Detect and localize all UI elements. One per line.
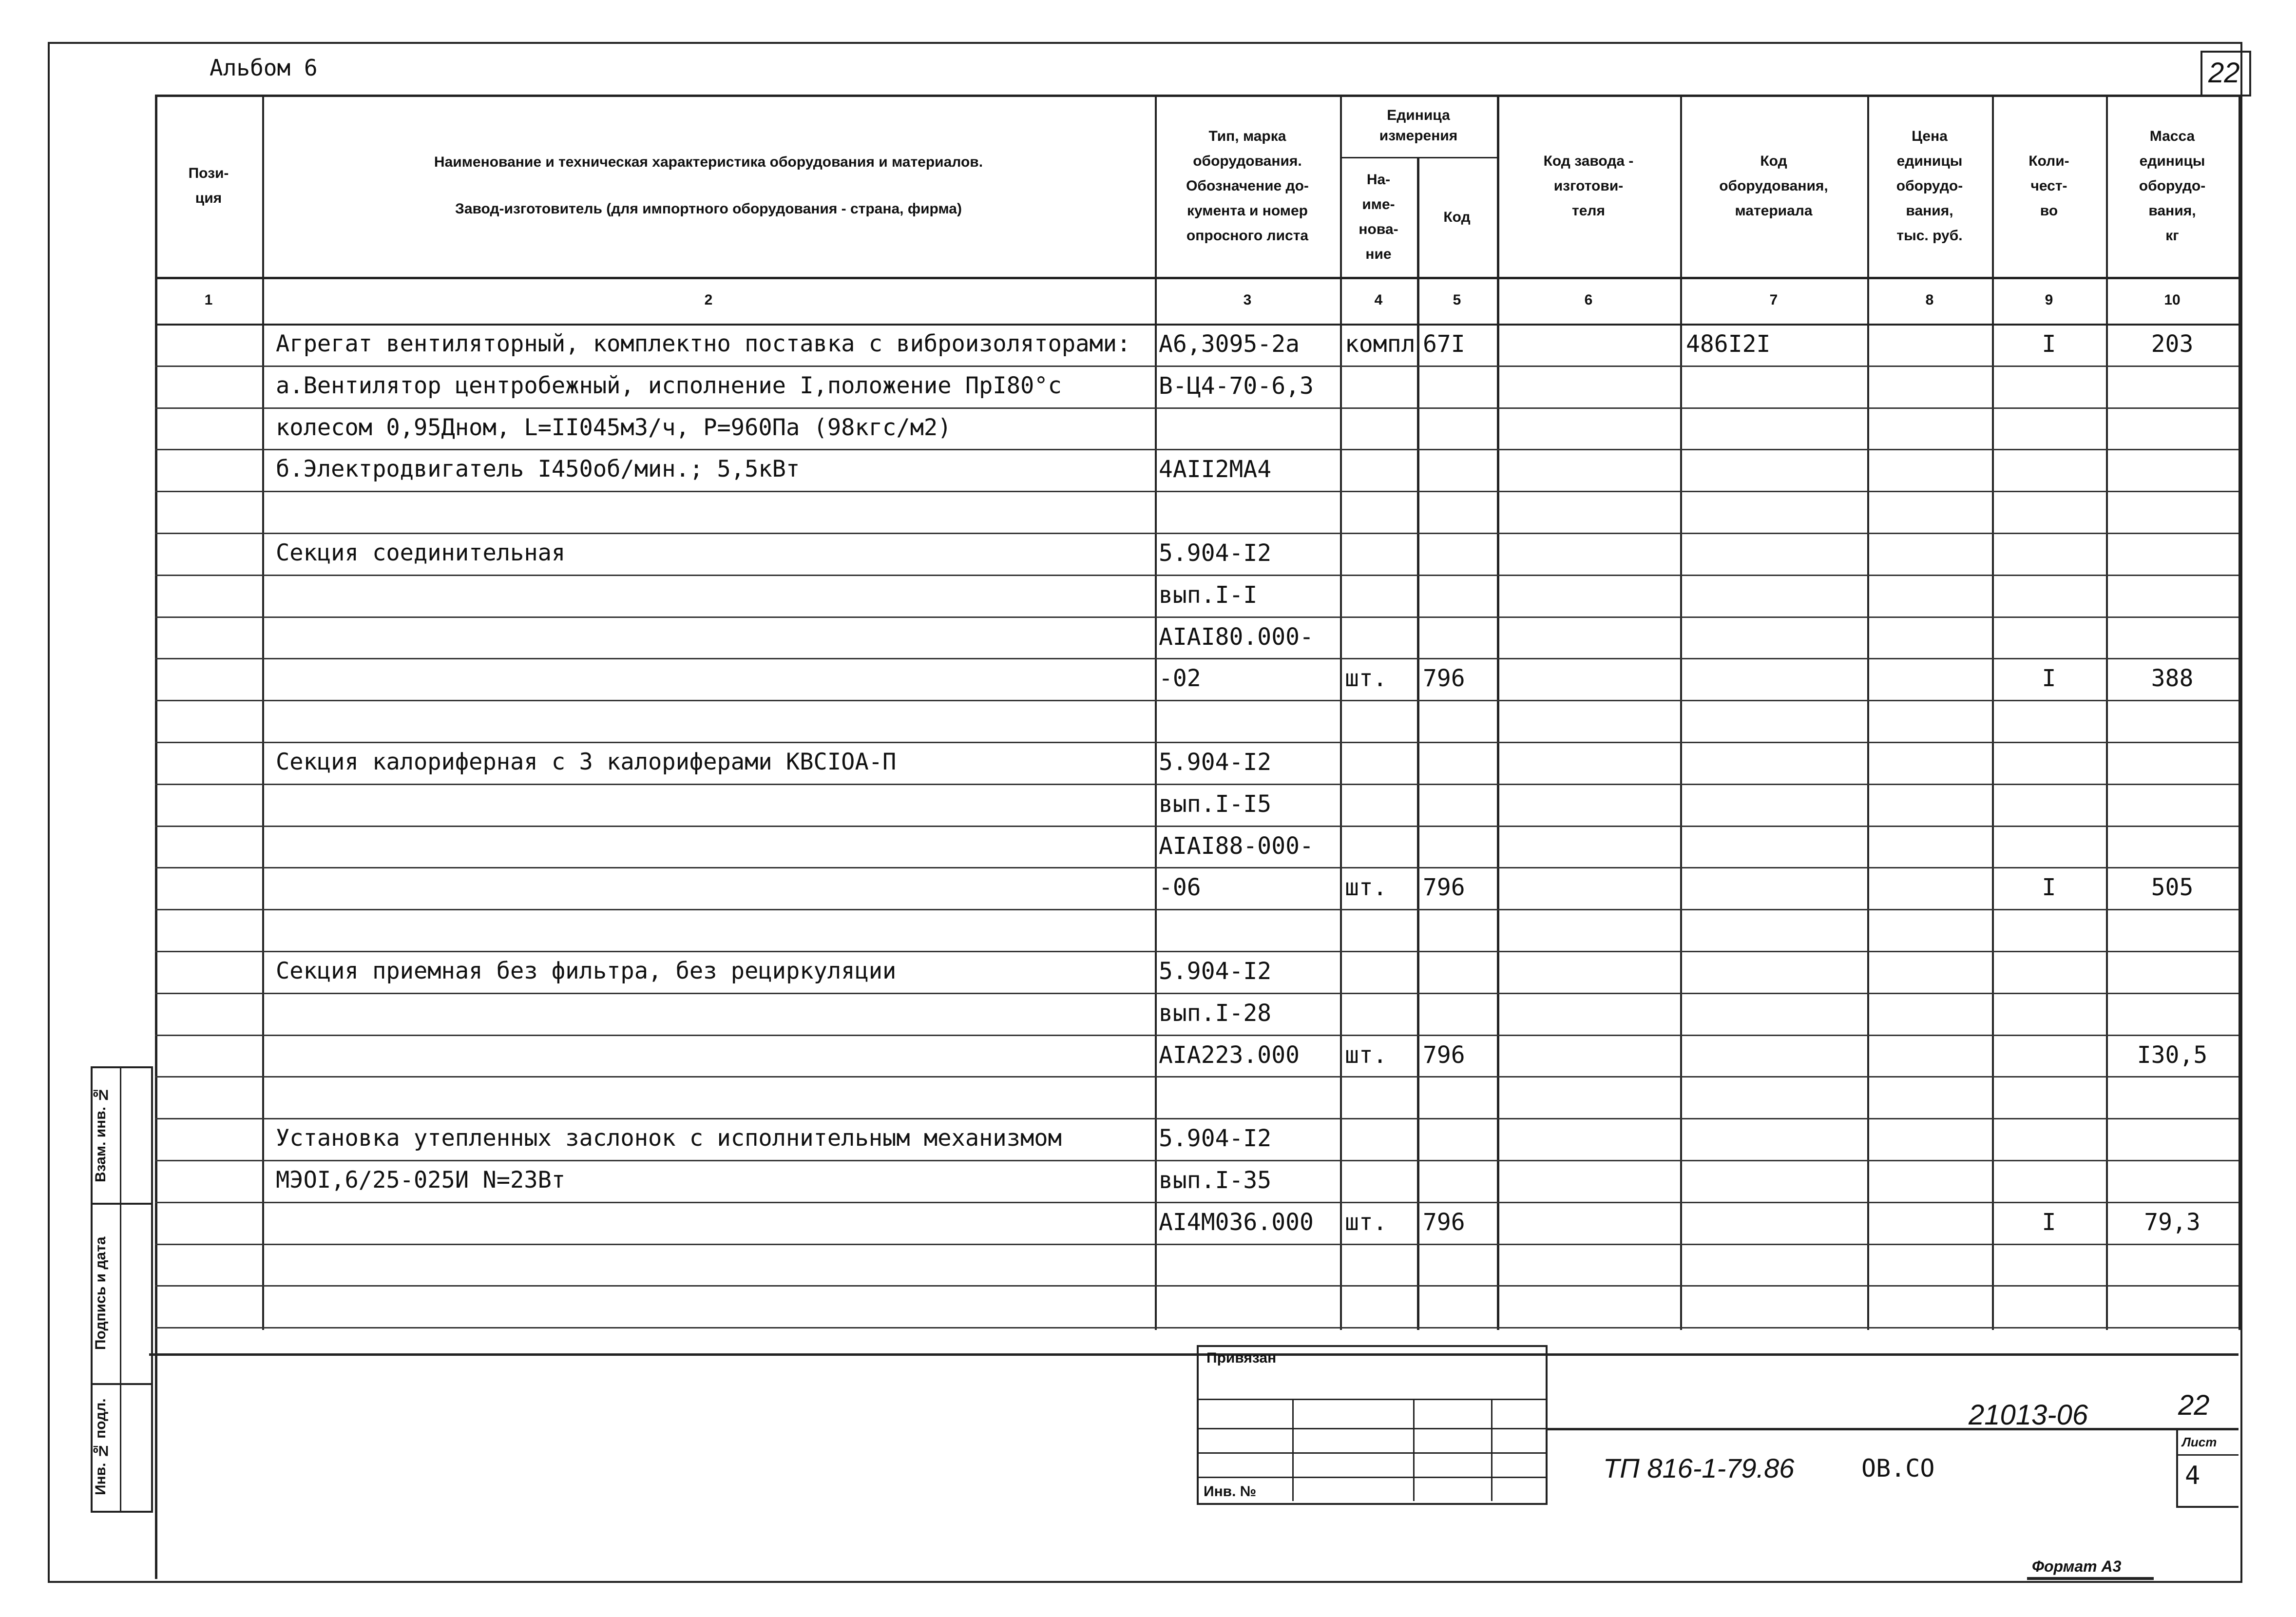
- row-divider: [155, 742, 2239, 743]
- column-header-10: Масса единицы оборудо- вания, кг: [2139, 128, 2206, 244]
- column-number-7: 7: [1769, 292, 1778, 308]
- cell-doc: вып.I-I: [1159, 581, 1258, 609]
- column-header-8: Цена единицы оборудо- вания, тыс. руб.: [1896, 128, 1963, 244]
- corner-page-number: 22: [2208, 57, 2240, 89]
- document-designation: ТП 816-1-79.86: [1603, 1453, 1795, 1483]
- sheet-corner-number: 22: [2178, 1389, 2210, 1421]
- side-label-replace-inv: Взам. инв. №: [93, 1086, 109, 1183]
- row-divider: [155, 784, 2239, 785]
- cell-name: б.Электродвигатель I450об/мин.; 5,5кВт: [276, 456, 800, 483]
- privyazan-box: [1197, 1345, 1548, 1505]
- stamp-row-line: [1197, 1452, 1546, 1454]
- column-number-3: 3: [1243, 292, 1252, 308]
- sheet-label: Лист: [2182, 1435, 2217, 1449]
- cell-name: Секция калориферная с 3 калориферами КВСIОА-П: [276, 749, 897, 775]
- album-label: Альбом 6: [210, 55, 318, 81]
- row-divider: [155, 366, 2239, 367]
- cell-doc: 4АII2МА4: [1159, 456, 1272, 483]
- column-header-4: На- име- нова- ние: [1358, 172, 1398, 262]
- cell-doc: -02: [1159, 665, 1201, 693]
- column-number-1: 1: [204, 292, 213, 308]
- cell-doc: вып.I-I5: [1159, 790, 1272, 818]
- row-divider: [155, 951, 2239, 952]
- format-underline: [2027, 1577, 2154, 1580]
- column-number-10: 10: [2164, 292, 2181, 308]
- cell-name: колесом 0,95Дном, L=II045м3/ч, Р=960Па (98кгс/м2): [276, 414, 952, 441]
- row-divider: [155, 1244, 2239, 1245]
- left-margin-line: [155, 1330, 157, 1579]
- row-divider: [155, 1035, 2239, 1036]
- row-divider: [155, 700, 2239, 701]
- column-header-7: Код оборудования, материала: [1719, 153, 1828, 219]
- row-divider: [155, 1076, 2239, 1078]
- cell-doc: АIАI80.000-: [1159, 623, 1314, 651]
- column-divider: [2239, 95, 2241, 1330]
- cell-doc: -06: [1159, 874, 1201, 902]
- cell-doc: 5.904-I2: [1159, 1125, 1272, 1153]
- cell-qty: I: [2042, 330, 2056, 358]
- cell-doc: АI4М036.000: [1159, 1208, 1314, 1236]
- row-divider: [155, 533, 2239, 534]
- row-divider: [155, 909, 2239, 910]
- cell-name: Агрегат вентиляторный, комплектно поставка с виброизоляторами:: [276, 330, 1131, 357]
- sheet-box-line: [2176, 1454, 2239, 1456]
- cell-code: 796: [1423, 1208, 1465, 1236]
- cell-mass: 79,3: [2144, 1208, 2200, 1236]
- cell-unit: шт.: [1345, 1208, 1387, 1236]
- sheet-box-line: [2176, 1428, 2178, 1506]
- cell-doc: А6,3095-2а: [1159, 330, 1300, 358]
- row-divider: [155, 1160, 2239, 1161]
- row-divider: [155, 491, 2239, 492]
- cell-name: Секция соединительная: [276, 539, 566, 566]
- cell-mat: 486I2I: [1686, 330, 1771, 358]
- column-number-4: 4: [1374, 292, 1383, 308]
- row-divider: [155, 575, 2239, 576]
- number-row-border: [155, 324, 2239, 326]
- side-label-inv-original: Инв. № подл.: [93, 1398, 109, 1496]
- side-label-signature-date: Подпись и дата: [93, 1236, 109, 1350]
- cell-unit: шт.: [1345, 874, 1387, 902]
- cell-mass: 203: [2151, 330, 2194, 358]
- row-divider: [155, 658, 2239, 659]
- row-divider: [155, 1327, 2239, 1328]
- cell-qty: I: [2042, 874, 2056, 902]
- column-number-2: 2: [704, 292, 713, 308]
- cell-code: 796: [1423, 1041, 1465, 1069]
- column-number-8: 8: [1925, 292, 1934, 308]
- table-bottom-border: [149, 1353, 2239, 1356]
- cell-code: 796: [1423, 874, 1465, 902]
- column-divider: [1417, 157, 1419, 1330]
- cell-name: Установка утепленных заслонок с исполнительным механизмом: [276, 1125, 1062, 1152]
- stamp-col-line: [1292, 1399, 1294, 1501]
- row-divider: [155, 407, 2239, 409]
- cell-doc: АIА223.000: [1159, 1041, 1300, 1069]
- cell-name: а.Вентилятор центробежный, исполнение I,положение ПрI80°с: [276, 372, 1062, 399]
- cell-unit: шт.: [1345, 1041, 1387, 1069]
- cell-qty: I: [2042, 665, 2056, 693]
- inv-no-label: Инв. №: [1204, 1483, 1257, 1500]
- sheet-number: 4: [2185, 1461, 2200, 1490]
- stamp-col-line: [1413, 1399, 1415, 1501]
- format-label: Формат А3: [2032, 1558, 2122, 1575]
- row-divider: [155, 993, 2239, 994]
- strip-divider: [120, 1066, 121, 1511]
- cell-unit: шт.: [1345, 665, 1387, 693]
- column-header-5: Код: [1443, 209, 1471, 225]
- column-header-6: Код завода - изготови- теля: [1543, 153, 1634, 219]
- cell-code: 796: [1423, 665, 1465, 693]
- cell-unit: компл: [1345, 330, 1416, 358]
- stamp-row-line: [1197, 1399, 1546, 1400]
- cell-doc: вып.I-28: [1159, 999, 1272, 1027]
- row-divider: [155, 826, 2239, 827]
- row-divider: [155, 1118, 2239, 1119]
- cell-code: 67I: [1423, 330, 1465, 358]
- cell-doc: 5.904-I2: [1159, 749, 1272, 776]
- cell-mass: 388: [2151, 665, 2194, 693]
- stamp-row-line: [1197, 1477, 1546, 1478]
- stamp-title-line: [1546, 1428, 2239, 1430]
- row-divider: [155, 1202, 2239, 1203]
- stamp-col-line: [1491, 1399, 1492, 1501]
- cell-name: Секция приемная без фильтра, без рециркуляции: [276, 958, 897, 984]
- row-divider: [155, 616, 2239, 618]
- column-header-9: Коли- чест- во: [2028, 153, 2069, 219]
- column-number-5: 5: [1453, 292, 1461, 308]
- cell-doc: вып.I-35: [1159, 1167, 1272, 1194]
- cell-qty: I: [2042, 1208, 2056, 1236]
- column-header-1: Пози- ция: [188, 165, 229, 206]
- order-number: 21013-06: [1969, 1399, 2088, 1431]
- row-divider: [155, 867, 2239, 868]
- cell-name: МЭОI,6/25-025И N=23Вт: [276, 1167, 566, 1194]
- document-section: ОВ.СО: [1861, 1454, 1935, 1482]
- column-number-6: 6: [1584, 292, 1593, 308]
- column-header-3: Тип, марка оборудования. Обозначение до- кумента и номер опросного листа: [1186, 128, 1309, 244]
- privyazan-label: Привязан: [1206, 1350, 1277, 1366]
- cell-mass: I30,5: [2137, 1041, 2208, 1069]
- row-divider: [155, 449, 2239, 450]
- column-header-2: Наименование и техническая характеристика оборудования и материалов. Завод-изготовитель (для импортного оборудования - страна, фирма): [434, 154, 983, 217]
- cell-doc: В-Ц4-70-6,3: [1159, 372, 1314, 400]
- column-number-9: 9: [2045, 292, 2053, 308]
- cell-doc: 5.904-I2: [1159, 958, 1272, 985]
- sheet-box-line: [2176, 1506, 2239, 1508]
- row-divider: [155, 1285, 2239, 1287]
- cell-doc: 5.904-I2: [1159, 539, 1272, 567]
- cell-doc: АIАI88-000-: [1159, 832, 1314, 860]
- stamp-row-line: [1197, 1428, 1546, 1429]
- cell-mass: 505: [2151, 874, 2194, 902]
- unit-group-header: Единица измерения: [1379, 107, 1458, 144]
